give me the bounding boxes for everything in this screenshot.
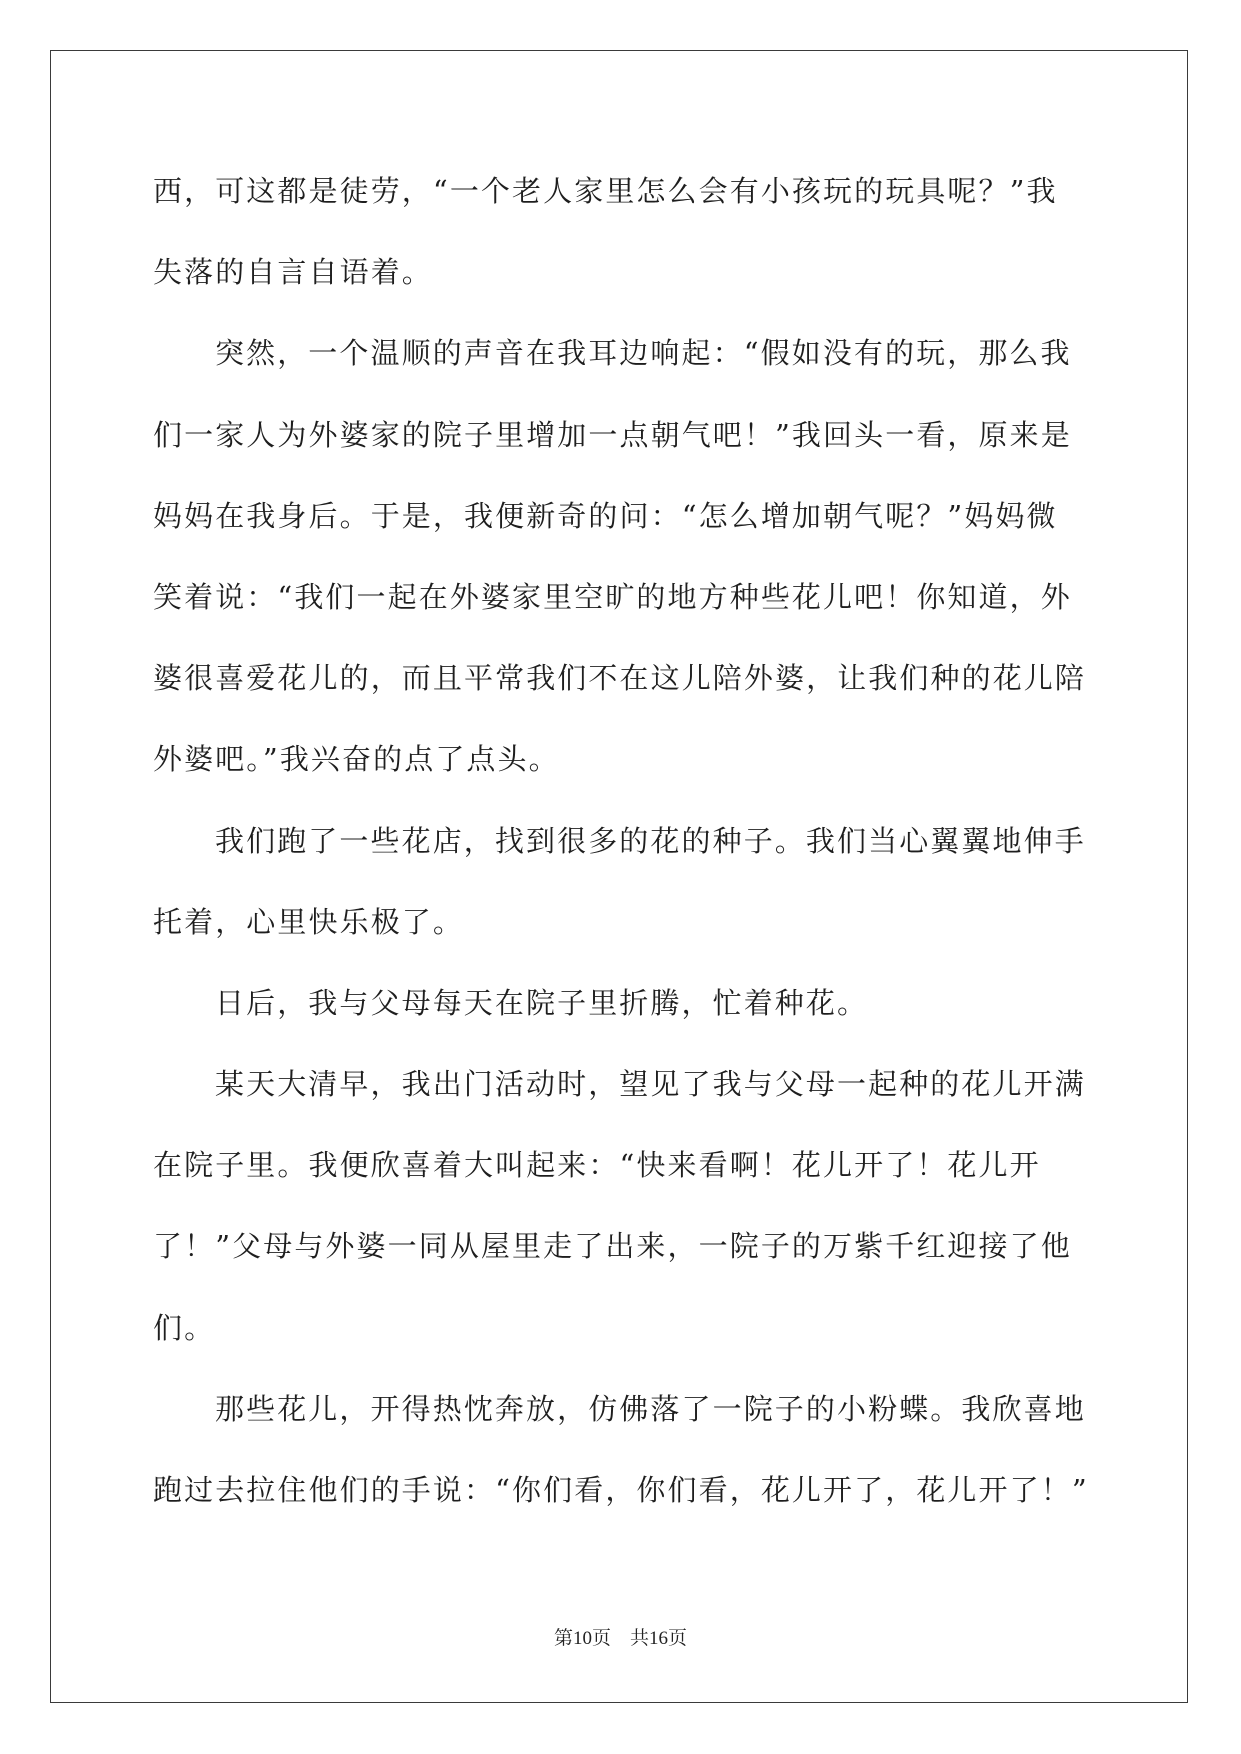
body-text-line: 笑着说：“我们一起在外婆家里空旷的地方种些花儿吧！你知道，外 [153, 579, 1072, 614]
body-text-line: 西，可这都是徒劳，“一个老人家里怎么会有小孩玩的玩具呢？”我 [153, 174, 1058, 208]
body-text [153, 151, 1153, 1531]
paragraph-first-line: 突然，一个温顺的声音在我耳边响起：“假如没有的玩，那么我 [215, 336, 1072, 371]
body-text-line: 托着，心里快乐极了。 [153, 904, 465, 939]
body-text-line: 们。 [153, 1310, 216, 1345]
body-text-line: 失落的自言自语着。 [153, 255, 433, 290]
paragraph-first-line: 那些花儿，开得热忱奔放，仿佛落了一院子的小粉蝶。我欣喜地 [215, 1391, 1086, 1426]
body-text-line: 婆很喜爱花儿的，而且平常我们不在这儿陪外婆，让我们种的花儿陪 [153, 661, 1087, 696]
body-text-line: 们一家人为外婆家的院子里增加一点朝气吧！”我回头一看，原来是 [153, 417, 1072, 452]
paragraph-first-line: 日后，我与父母每天在院子里折腾，忙着种花。 [215, 985, 869, 1020]
body-text-line: 妈妈在我身后。于是，我便新奇的问：“怎么增加朝气呢？”妈妈微 [153, 498, 1058, 533]
paragraph-first-line: 我们跑了一些花店，找到很多的花的种子。我们当心翼翼地伸手 [215, 823, 1086, 858]
body-text-line: 在院子里。我便欣喜着大叫起来：“快来看啊！花儿开了！花儿开 [153, 1148, 1041, 1183]
paragraph-first-line: 某天大清早，我出门活动时，望见了我与父母一起种的花儿开满 [215, 1067, 1086, 1102]
body-text-line: 外婆吧。”我兴奋的点了点头。 [153, 742, 560, 777]
body-text-line: 跑过去拉住他们的手说：“你们看，你们看，花儿开了，花儿开了！” [153, 1473, 1089, 1507]
page-number-footer: 第10页 共16页 [553, 1628, 687, 1649]
body-text-line: 了！”父母与外婆一同从屋里走了出来，一院子的万紫千红迎接了他 [153, 1229, 1072, 1264]
